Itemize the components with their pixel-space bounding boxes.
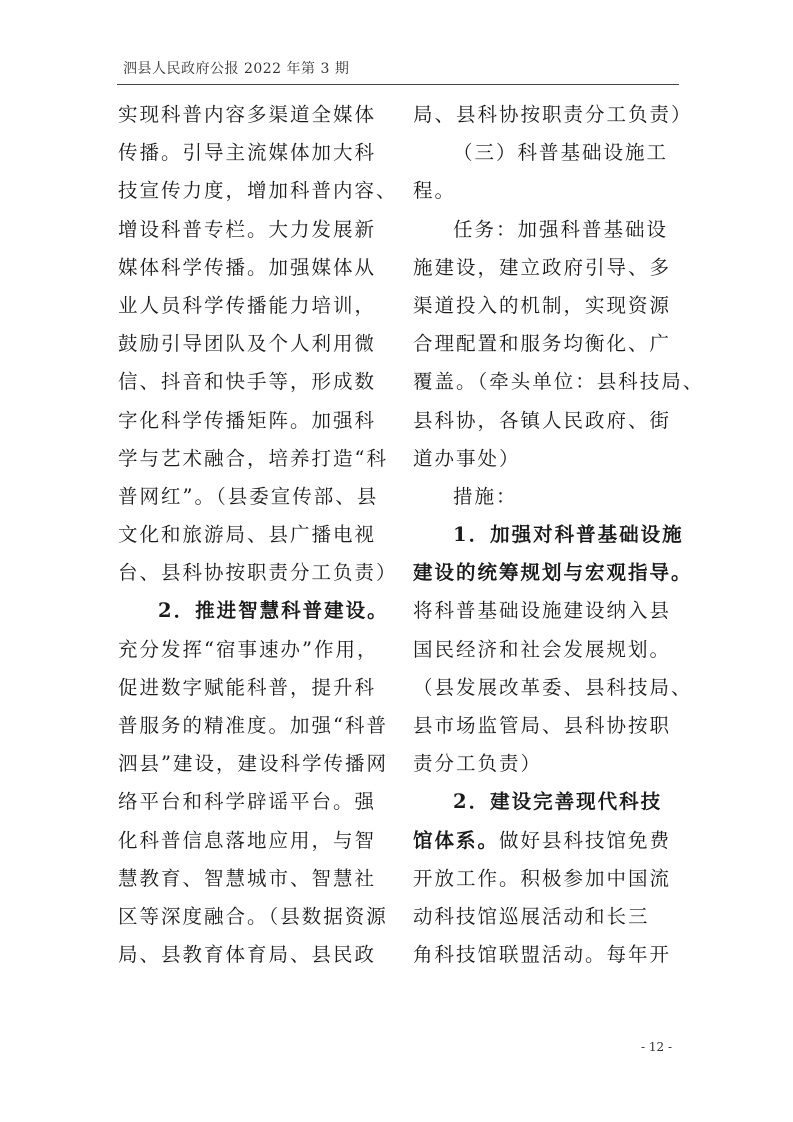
text-line: 媒体科学传播。加强媒体从	[118, 255, 377, 279]
text-line: 传播。引导主流媒体加大科	[118, 141, 377, 165]
left-text-column	[118, 96, 398, 974]
text-line: （县发展改革委、县科技局、	[413, 675, 693, 699]
text-line: 字化科学传播矩阵。加强科	[118, 408, 377, 432]
text-line: 普网红”。（县委宣传部、县	[118, 484, 379, 508]
text-line: 角科技馆联盟活动。每年开	[413, 943, 672, 967]
text-line: 络平台和科学辟谣平台。强	[118, 790, 377, 814]
text-line: 措施：	[453, 484, 518, 508]
text-line: 普服务的精准度。加强“科普	[118, 714, 388, 737]
text-line: 合理配置和服务均衡化、广	[413, 332, 672, 356]
text-line: 国民经济和社会发展规划。	[413, 637, 672, 661]
text-line: 区等深度融合。（县数据资源	[118, 904, 388, 928]
text-line: 2．建设完善现代科技	[453, 790, 663, 814]
text-line: 充分发挥“宿事速办”作用，	[118, 637, 379, 661]
text-line: 泗县”建设，建设科学传播网	[118, 752, 388, 776]
bold-heading-fragment: 馆体系。	[413, 828, 500, 852]
text-line: 县市场监管局、县科协按职	[413, 714, 672, 737]
text-line: 文化和旅游局、县广播电视	[118, 523, 377, 547]
text-line: 建设的统筹规划与宏观指导。	[413, 561, 693, 585]
text-line: 渠道投入的机制，实现资源	[413, 293, 672, 317]
text-line	[413, 822, 681, 860]
text-line: 化科普信息落地应用，与智	[118, 828, 377, 852]
text-line: 促进数字赋能科普，提升科	[118, 675, 377, 699]
text-line: 慧教育、智慧城市、智慧社	[118, 866, 377, 890]
text-line: 将科普基础设施建设纳入县	[413, 599, 672, 623]
text-line: 台、县科协按职责分工负责）	[118, 561, 398, 585]
right-text-column	[413, 96, 705, 974]
text-line: 任务：加强科普基础设	[453, 217, 669, 241]
header-divider	[117, 84, 679, 85]
text-fragment: 做好县科技馆免费	[499, 828, 672, 852]
text-line: 道办事处）	[413, 446, 521, 470]
text-line: 实现科普内容多渠道全媒体	[118, 103, 377, 126]
text-line: 局、县科协按职责分工负责）	[413, 103, 693, 126]
text-line: 2．推进智慧科普建设。	[158, 599, 389, 623]
text-line: 施建设，建立政府引导、多	[413, 255, 672, 279]
text-line: 责分工负责）	[413, 752, 543, 776]
text-line: 学与艺术融合，培养打造“科	[118, 446, 388, 470]
text-line: （三）科普基础设施工	[453, 141, 669, 165]
text-line: 业人员科学传播能力培训，	[118, 293, 377, 317]
text-line: 局、县教育体育局、县民政	[118, 943, 377, 967]
text-line: 开放工作。积极参加中国流	[413, 866, 672, 890]
text-line: 信、抖音和快手等，形成数	[118, 370, 377, 394]
text-line: 增设科普专栏。大力发展新	[118, 217, 377, 241]
text-line: 技宣传力度，增加科普内容、	[118, 179, 398, 203]
text-line: 动科技馆巡展活动和长三	[413, 904, 650, 928]
page-number: - 12 -	[640, 1040, 672, 1054]
text-line: 1．加强对科普基础设施	[453, 523, 684, 547]
text-line: 覆盖。（牵头单位：县科技局、	[413, 370, 705, 394]
text-line: 程。	[413, 179, 457, 203]
text-line: 县科协，各镇人民政府、街	[413, 408, 672, 432]
text-line: 鼓励引导团队及个人利用微	[118, 332, 377, 356]
bulletin-header: 泗县人民政府公报 2022 年第 3 期	[123, 61, 350, 77]
